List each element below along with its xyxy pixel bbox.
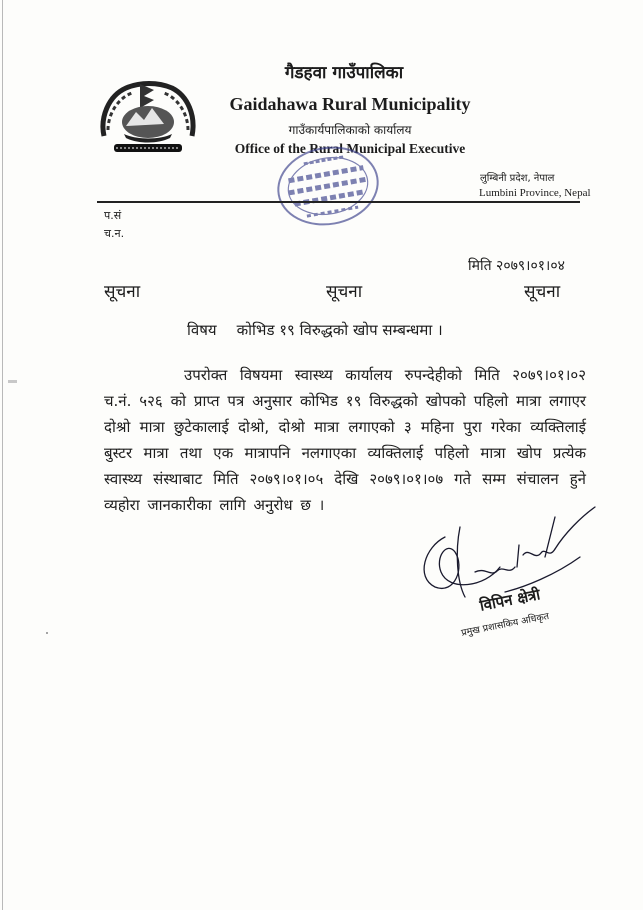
header-divider [97,201,580,203]
municipality-name-nepali: गैडहवा गाउँपालिका [284,63,404,83]
letter-date: मिति २०७९।०१।०४ [468,258,565,274]
province-english: Lumbini Province, Nepal [479,187,591,199]
signatory-title: प्रमुख प्रशासकिय अधिकृत [460,610,551,639]
scan-dot [46,632,48,634]
reference-number-label: प.सं [104,209,122,222]
province-nepali: लुम्बिनी प्रदेश, नेपाल [480,173,555,184]
dispatch-number-label: च.न. [104,227,125,240]
notice-heading-left: सूचना [104,282,141,302]
subject-value: कोभिड १९ विरुद्धको खोप सम्बन्धमा । [236,321,443,339]
signatory-name: विपिन क्षेत्री [478,585,542,615]
office-seal-icon [268,136,388,236]
subject-label: विषय [187,321,217,339]
scan-speck [8,380,17,383]
office-name-english: Office of the Rural Municipal Executive [234,141,466,156]
nepal-emblem-icon [96,78,200,162]
municipality-name-english: Gaidahawa Rural Municipality [229,94,471,114]
notice-body: उपरोक्त विषयमा स्वास्थ्य कार्यालय रुपन्देहीको मिति २०७९।०१।०२ च.नं. ५२६ को प्राप्त पत्र अनुसार कोभिड १९ विरुद्धको खोपको पहिलो मात्रा लगाएर दोश्रो मात्रा छुटेकालाई दोश्रो, दोश्रो मात्रा लगाएको ३ महिना पुरा गरेका व्यक्तिलाई बुस्टर मात्रा तथा एक मात्रापनि नलगाएका व्यक्तिलाई पहिलो मात्रा खोप प्रत्येक स्वास्थ्य संस्थाबाट मिति २०७९।०१।०५ देखि २०७९।०१।०७ गते सम्म संचालन हुने व्यहोरा जानकारीका लागि अनुरोध छ । [104,366,586,514]
subject-line [187,320,443,340]
notice-heading-right: सूचना [524,282,561,302]
office-name-nepali: गाउँकार्यपालिकाको कार्यालय [288,123,412,137]
scan-edge-line [2,0,3,910]
notice-heading-center: सूचना [326,282,363,302]
